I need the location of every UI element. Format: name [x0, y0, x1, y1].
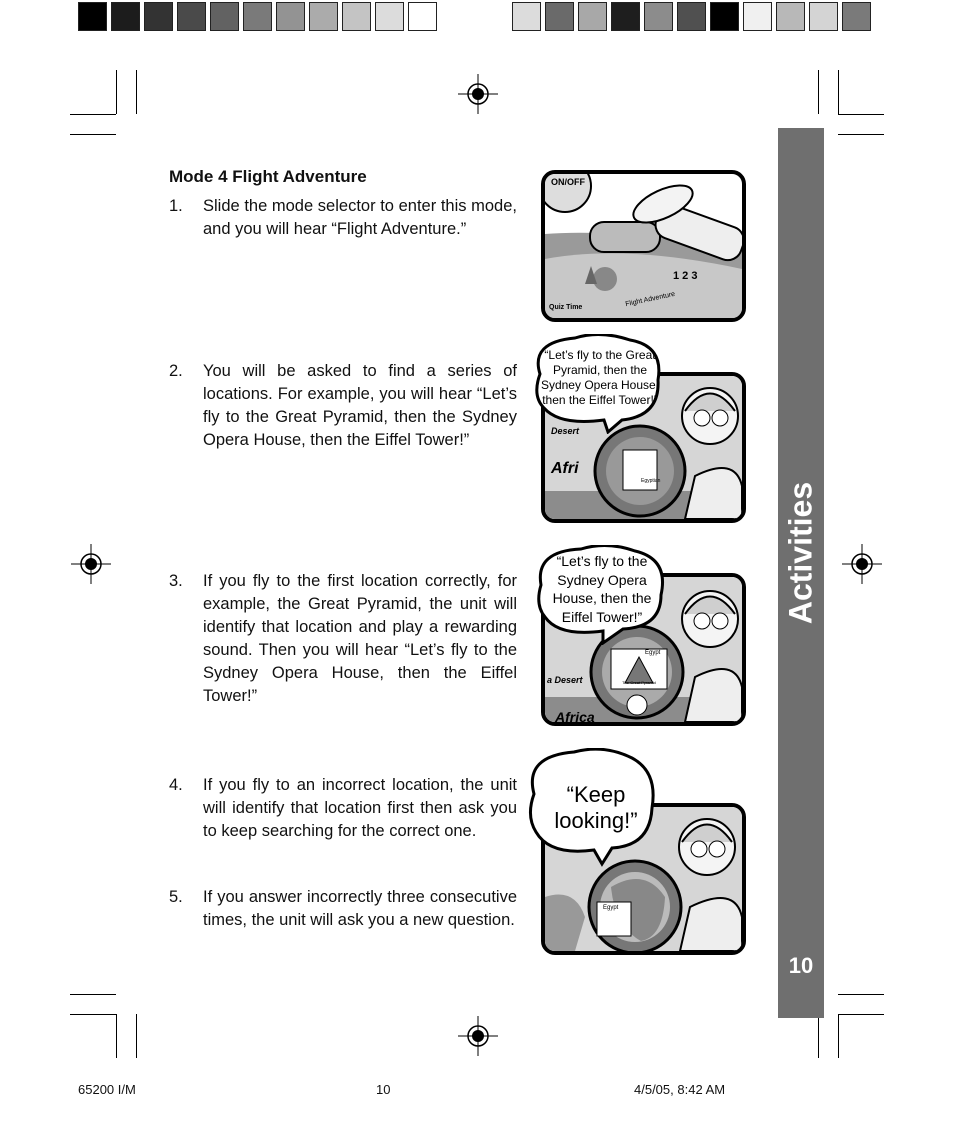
- color-swatch: [644, 2, 673, 31]
- crop-mark: [70, 994, 116, 995]
- crop-mark: [136, 1014, 137, 1058]
- card-label: Egyptian: [641, 478, 661, 484]
- crop-mark: [838, 70, 839, 114]
- speech-bubble-text: “Let’s fly to the Great Pyramid, then the Sydney Opera House, then the Eiffel Tower!”: [540, 348, 660, 407]
- step-text: Slide the mode selector to enter this mode, and you will hear “Flight Adventure.”: [203, 197, 517, 238]
- step-3: [169, 570, 517, 708]
- color-swatch: [611, 2, 640, 31]
- speech-bubble-text: “Let’s fly to the Sydney Opera House, then the Eiffel Tower!”: [552, 553, 652, 625]
- card-caption: The Great Pyramid: [622, 680, 656, 685]
- color-swatch: [842, 2, 871, 31]
- card-title: Egypt: [603, 905, 619, 911]
- registration-mark-icon: [842, 544, 882, 584]
- color-swatch: [309, 2, 338, 31]
- color-swatch: [375, 2, 404, 31]
- color-swatch: [78, 2, 107, 31]
- illustration-mode-selector: [541, 170, 746, 322]
- color-swatch: [809, 2, 838, 31]
- section-tab-label: Activities: [782, 481, 819, 625]
- registration-mark-icon: [458, 74, 498, 114]
- footer-center: 10: [376, 1082, 391, 1097]
- page-number: 10: [788, 953, 814, 978]
- mode-label: 1 2 3: [673, 270, 698, 282]
- step-1: [169, 195, 517, 241]
- crop-mark: [838, 114, 884, 115]
- color-swatch: [408, 2, 437, 31]
- footer-left: 65200 I/M: [78, 1082, 136, 1097]
- speech-bubble-text: “Keep looking!”: [554, 782, 638, 833]
- footer-right: 4/5/05, 8:42 AM: [634, 1082, 726, 1097]
- color-swatch: [144, 2, 173, 31]
- crop-mark: [838, 134, 884, 135]
- on-off-label: ON/OFF: [551, 177, 585, 187]
- step-5: [169, 886, 517, 932]
- color-swatch: [743, 2, 772, 31]
- crop-mark: [136, 70, 137, 114]
- step-text: If you answer incorrectly three consecutive times, the unit will ask you a new question.: [203, 888, 517, 929]
- crop-mark: [116, 1014, 117, 1058]
- crop-mark: [70, 134, 116, 135]
- mode-label: Quiz Time: [549, 304, 583, 311]
- section-heading: Mode 4 Flight Adventure: [169, 167, 367, 186]
- crop-mark: [818, 70, 819, 114]
- crop-mark: [818, 1014, 819, 1058]
- color-swatch: [776, 2, 805, 31]
- map-label: a Desert: [547, 675, 583, 685]
- color-swatch: [111, 2, 140, 31]
- color-swatch: [578, 2, 607, 31]
- crop-mark: [838, 1014, 884, 1015]
- color-swatch: [710, 2, 739, 31]
- step-text: If you fly to the first location correctly, for example, the Great Pyramid, the unit will identify that location and play a rewarding sound. Then you will hear “Let’s fly to the Sydney Opera House, then the Eiffel Tower!”: [203, 572, 517, 705]
- color-swatch: [210, 2, 239, 31]
- map-label: Africa: [555, 709, 595, 725]
- step-number: 2.: [169, 362, 183, 380]
- registration-mark-icon: [71, 544, 111, 584]
- color-swatch: [276, 2, 305, 31]
- step-2: [169, 360, 517, 452]
- step-number: 1.: [169, 197, 183, 215]
- step-number: 4.: [169, 776, 183, 794]
- step-number: 5.: [169, 888, 183, 906]
- step-number: 3.: [169, 572, 183, 590]
- crop-mark: [70, 114, 116, 115]
- step-text: You will be asked to find a series of locations. For example, you will hear “Let’s fly to the Great Pyramid, then the Sydney Opera House, then the Eiffel Tower!”: [203, 362, 517, 449]
- step-text: If you fly to an incorrect location, the unit will identify that location first then ask you to keep searching for the correct one.: [203, 776, 517, 840]
- color-swatch: [677, 2, 706, 31]
- crop-mark: [838, 1014, 839, 1058]
- registration-mark-icon: [458, 1016, 498, 1056]
- crop-mark: [116, 70, 117, 114]
- card-title: Egypt: [645, 650, 661, 656]
- color-swatch: [545, 2, 574, 31]
- crop-mark: [838, 994, 884, 995]
- color-swatch: [512, 2, 541, 31]
- mode-label: Flight Adventure: [624, 290, 676, 309]
- color-swatch: [342, 2, 371, 31]
- color-swatch: [177, 2, 206, 31]
- crop-mark: [70, 1014, 116, 1015]
- color-swatch: [243, 2, 272, 31]
- step-4: [169, 774, 517, 843]
- map-label: Afri: [551, 460, 579, 477]
- map-label: Desert: [551, 426, 580, 436]
